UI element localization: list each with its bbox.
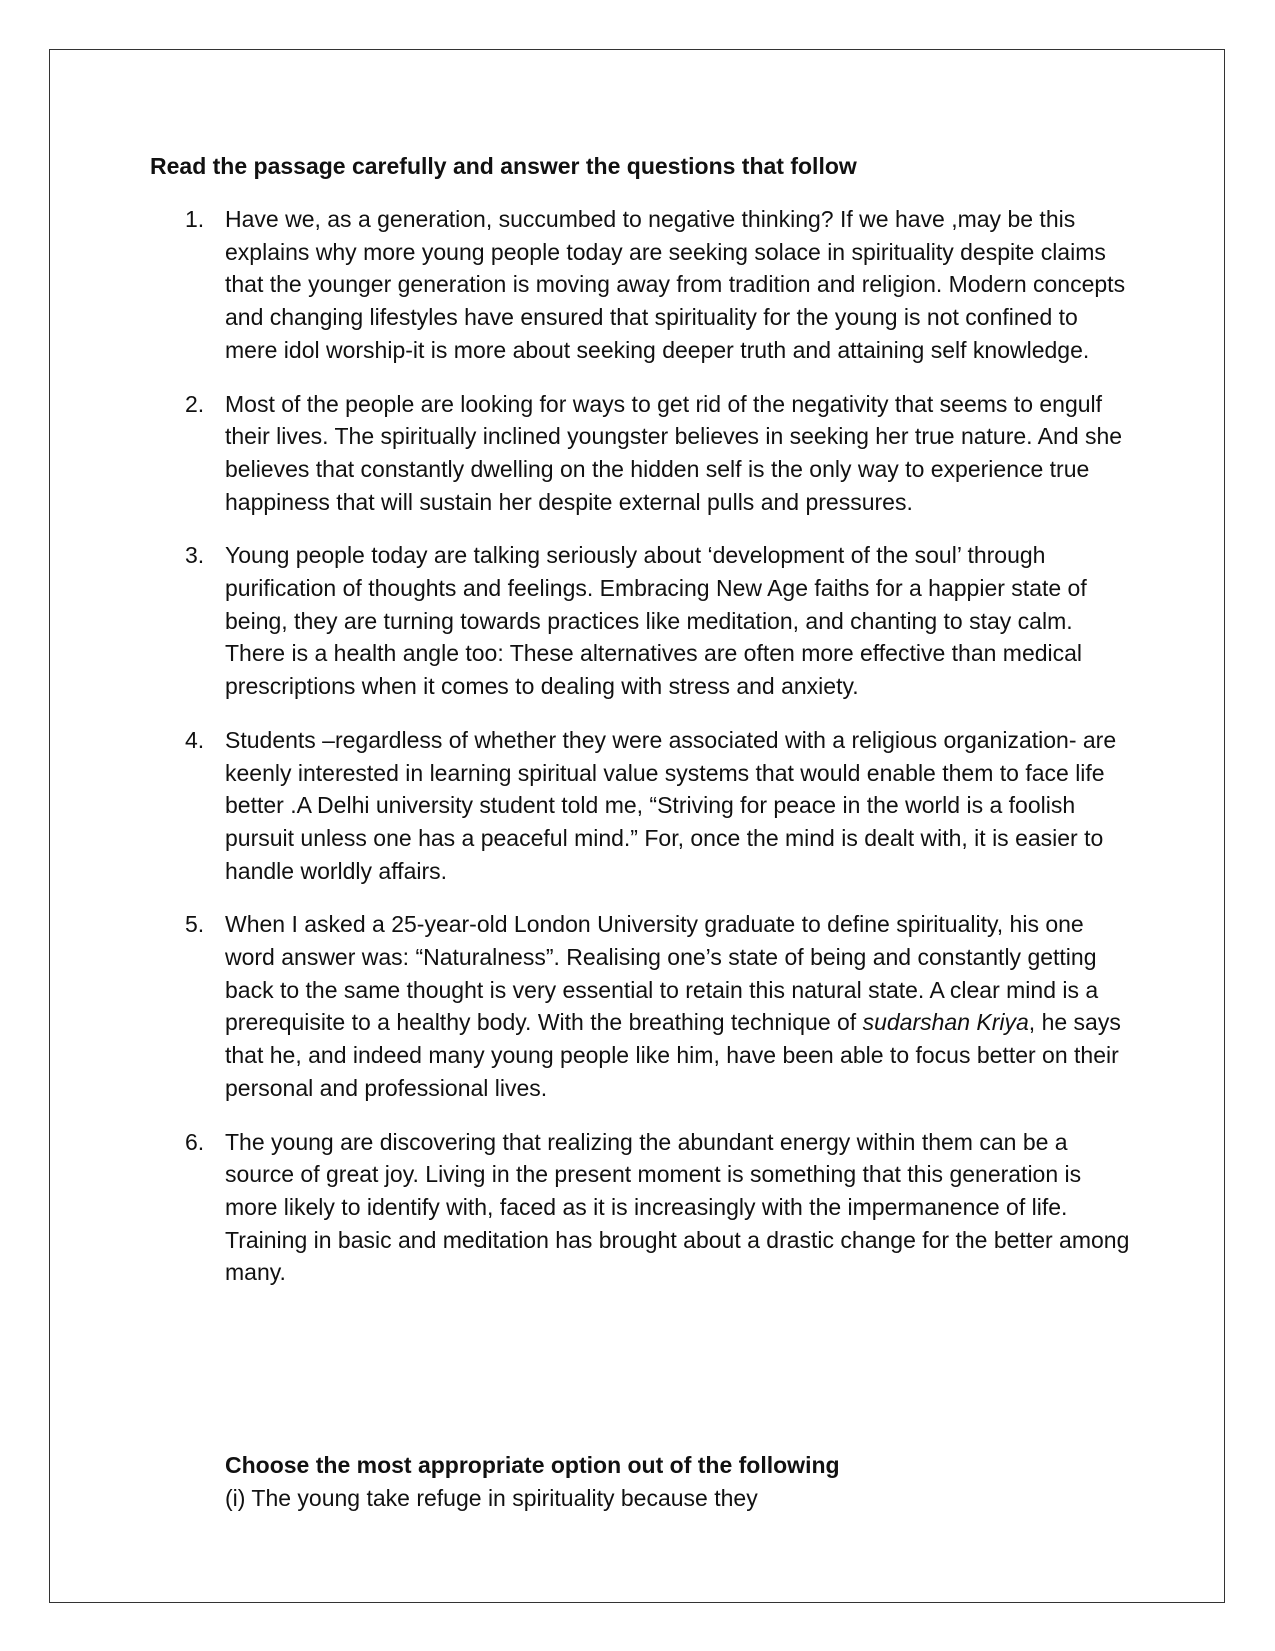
passage-list (150, 203, 1130, 1310)
paragraph-text-part: When I asked a 25-year-old London University graduate to define spirituality, his one word answer was: “Naturalness”. Realising one’s state of being and constantly getting back to the same thought is very essential to retain this natural state. A clear mind is a prerequisite to a healthy body. With the breathing technique of (225, 911, 1099, 1036)
paragraph-text: The young are discovering that realizing the abundant energy within them can be a source of great joy. Living in the present moment is something that this generation is more likely to identify with, faced as it is increasingly with the impermanence of life. Training in basic and meditation has brought about a drastic change for the better among many. (225, 1128, 1130, 1286)
paragraph-text: Students –regardless of whether they were associated with a religious organization- are keenly interested in learning spiritual value systems that would enable them to face life better .A Delhi university student told me, “Striving for peace in the world is a foolish pursuit unless one has a peaceful mind.” For, once the mind is dealt with, it is easier to handle worldly affairs. (225, 726, 1117, 884)
paragraph-text: Have we, as a generation, succumbed to negative thinking? If we have ,may be this explains why more young people today are seeking solace in spirituality despite claims that the younger generation is moving away from tradition and religion. Modern concepts and changing lifestyles have ensured that spirituality for the young is not confined to mere idol worship-it is more about seeking deeper truth and attaining self knowledge. (225, 206, 1126, 363)
paragraph-number: 4. (185, 726, 205, 753)
paragraph-italic-term: sudarshan Kriya (862, 1009, 1029, 1036)
paragraph-number: 1. (185, 206, 205, 232)
mcq-heading: Choose the most appropriate option out of the following (225, 1452, 840, 1478)
paragraph-text-part: , he says that he, and indeed many young people like him, have been able to focus better on their personal and professional lives. (225, 1009, 1121, 1101)
paragraph-number: 6. (185, 1128, 205, 1155)
paragraph-number: 5. (185, 911, 205, 938)
mcq-question: (i) The young take refuge in spirituality because they (225, 1485, 758, 1511)
instruction-heading: Read the passage carefully and answer the questions that follow (150, 153, 857, 179)
paragraph-number: 3. (185, 542, 205, 569)
paragraph-text: Most of the people are looking for ways to get rid of the negativity that seems to engulf their lives. The spiritually inclined youngster believes in seeking her true nature. And she believes that constantly dwelling on the hidden self is the only way to experience true happiness that will sustain her despite external pulls and pressures. (225, 390, 1123, 515)
paragraph-number: 2. (185, 390, 205, 417)
passage-paragraph-1 (150, 203, 1130, 367)
passage-paragraph-4 (150, 724, 1130, 888)
passage-paragraph-3 (150, 539, 1130, 703)
passage-paragraph-2 (150, 388, 1130, 519)
paragraph-text: Young people today are talking seriously about ‘development of the soul’ through purification of thoughts and feelings. Embracing New Age faiths for a happier state of being, they are turning towards practices like meditation, and chanting to stay calm. There is a health angle too: These alternatives are often more effective than medical prescriptions when it comes to dealing with stress and anxiety. (225, 542, 1087, 700)
passage-paragraph-6 (150, 1126, 1130, 1290)
passage-paragraph-5 (150, 908, 1130, 1104)
paragraph-text (225, 911, 1121, 1101)
